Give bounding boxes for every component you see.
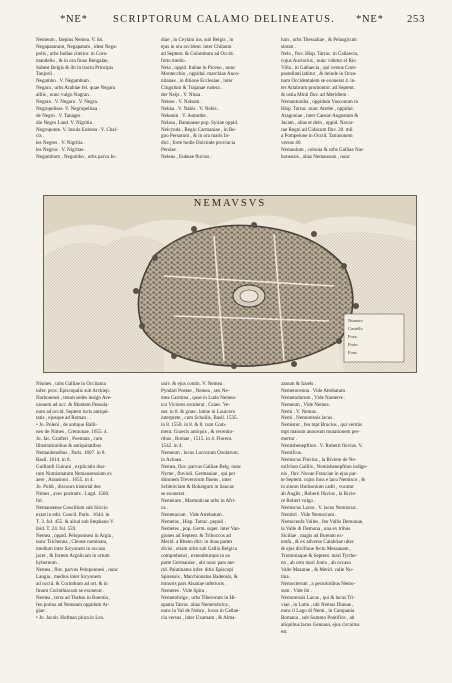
text-line: Nekenin . V. Asmuthe . (161, 112, 209, 119)
text-line: Nemaulum , colonia & urbs Galliae Nar- (281, 147, 365, 154)
text-line: Negambo . V. Negambum . (36, 78, 92, 85)
column-bottom-right (281, 381, 407, 656)
text-line: Nemeum , locus Locrorum Ozolarum, (161, 449, 239, 456)
text-line: ribus , Romae , 1515. in 4. Florent. (161, 436, 233, 443)
text-line: Neisse . V. Nalsam . (161, 99, 202, 106)
text-line: parte Germaniae , ubi nunc pars me- (161, 560, 236, 567)
page-number: 253 (407, 14, 426, 25)
text-line: Romana , sub Summo Pontifice , ab (281, 615, 355, 622)
text-line: neo de Nimes , Cremonae, 1655. 4. (36, 429, 108, 436)
text-line: bonensis , alias Nemausum , nunc (281, 154, 351, 161)
text-line: in sinum Hudsonium cadit , vocatur (281, 484, 355, 491)
text-line: Guillardi Guirani , explicatio duo- (36, 463, 106, 470)
text-line: nitanae , in ditione Ecclesiae , inter (161, 78, 233, 85)
text-line: ditionem Treverorum fluens , inter (161, 477, 232, 484)
text-line: de Negro . V. Tanager . (36, 112, 83, 119)
text-line: Nemetocenna . Vide Atrebatum . (281, 387, 348, 394)
text-line: jacet , & fortem Argolicam in ortum (36, 553, 110, 560)
text-line: der Neijs . V. Nissa . (161, 92, 203, 99)
column-bottom-left (36, 381, 154, 656)
text-line: die Negro Land. V. Nigritia . (36, 119, 95, 126)
text-line: mea Carmina , quae in Ludo Nemea- (161, 394, 237, 401)
text-line: ca . (161, 505, 169, 512)
header-right-mark: *NE* (356, 14, 384, 25)
text-line: mpt manum annorum mutationem per- (281, 429, 360, 436)
text-line: Negumbum , Negombo , urbs parva In- (36, 154, 117, 161)
text-line: • Jo. Jacob. Hofman plura in Lex. (36, 615, 105, 622)
text-line: Nelcynda , Regio Carmaniae , in Re- (161, 126, 237, 133)
text-line: est (281, 629, 287, 636)
text-line: medium inter Sicyonem in occasu (36, 546, 106, 553)
text-line: Basil. 1614. in 8. (36, 456, 71, 463)
text-line: Villa , in Gallaecia , qui versus Com- (281, 64, 357, 71)
text-line: Trominiaque & Septent. mari Tyrrhe- (281, 553, 358, 560)
text-line: nunc il Lago di Nemi , in Campania (281, 608, 355, 615)
text-line: Merid. a Rheno dict. in duas partes (161, 539, 233, 546)
text-line: les Negres . V. Nigritia . (36, 140, 86, 147)
text-line: Hisp. Tarrac. nunc Atrebe , oppidul. (281, 105, 354, 112)
text-line: infer. prov. Episcopalis sub Archiep. (36, 387, 110, 394)
text-line: & ostia Minii fluv. ad Meridiem . (281, 92, 349, 99)
map-legend-entry-4: Porte (348, 342, 358, 347)
text-line: Nemetacum . Vide Atrebatum . (161, 511, 225, 518)
text-line: Nemiscus Lacus . V. lacus Nemiscus . (281, 505, 359, 512)
map-legend-entry-1: Numero (348, 318, 363, 323)
text-line: Nemiscus Fluvius , la Riviere de Ne- (281, 456, 357, 463)
text-line: Valle Mazarae , & Merid. valle No- (281, 567, 354, 574)
column-top-left (36, 37, 154, 195)
text-line: Nemea , oppid. Peloponnesi in Argia , (36, 532, 114, 539)
text-line: comprehensi , extenditurque in ea (161, 553, 230, 560)
text-line: zanum & Izuels . (281, 381, 316, 387)
map-legend-entry-5: Fons (348, 350, 357, 355)
text-line: rae Regni ad Cidacum fluv. 20. mil. (281, 126, 354, 133)
text-line: Siciliae , magis ad Boream ex- (281, 532, 344, 539)
text-line: Nemetes , pop. Germ. super. inter Van- (161, 525, 241, 532)
text-line: Langia , medius inter Sicyonem (36, 573, 101, 580)
text-line: a Pompelone in Occid. Tarrasonem (281, 133, 353, 140)
text-line: aere , Arausioni . 1655. in 4. (36, 477, 94, 484)
text-line: mandelio , & in ora finus Bengalae, (36, 57, 109, 64)
text-line: Nemetas , Hisp. Tarrac. populi . (161, 518, 226, 525)
text-line: Nemitri . Vide Nemocium . (281, 511, 337, 518)
text-line: Nemaulensibus , Paris. 1607. in 8. (36, 449, 106, 456)
text-line: Nemishenepftion . V. Roberti fluvius. V. (281, 443, 363, 450)
map-title: NEMAVSVS (193, 198, 267, 209)
column-top-right (281, 37, 407, 195)
text-line: • Jo. Poleni , de antiquo Balli- (36, 422, 98, 429)
text-line: postellam labitur , & deinde in Ocea- (281, 71, 357, 78)
city-map-engraving (43, 195, 417, 373)
text-line: Nemeum , Vide Nemea . (281, 401, 332, 408)
text-line: ment. Graecis antiquis , & recentio- (161, 429, 234, 436)
text-line: Nelasa , Batanaeae pop. Syriae oppid. (161, 119, 239, 126)
text-line: Nemantuniba , oppidum Vasconum in (281, 99, 359, 106)
text-line: Neleus , Eubeae fluvius . (161, 154, 212, 161)
text-line: mifchon Galliis , Nemishenepftion indige- (281, 463, 368, 470)
map-legend-entry-3: Pozz. (348, 334, 358, 339)
text-line: Aragoniae , inter Caesar-Augustam & (281, 112, 359, 119)
text-line: Jacam , alias et dein , oppid. Navar- (281, 119, 354, 126)
text-line: diae , in Ceylani ins. sub Belgis , in (161, 37, 234, 43)
text-line: Neia , oppid. Italiae in Piceno , nunc (161, 64, 236, 71)
text-line: tina . (281, 573, 292, 580)
text-line: nionem ad occ. & Montem Pessula- (36, 401, 109, 408)
text-line: sum . Vide ibi . (281, 587, 313, 594)
map-legend-entry-2: Castello (348, 326, 363, 331)
text-line: Illustrationibus & antiquitatibus (36, 443, 102, 450)
text-line: Nemistor , feu mpt Brucius , qui vermis (281, 422, 363, 429)
text-line: Nemocterum , a pectolotibus Nemo- (281, 580, 356, 587)
text-line: ab Anglis , Roberti fluvius , la Rivie- (281, 491, 357, 498)
text-line: cis . (36, 133, 45, 140)
text-line: Nimes , avec portraits . Lugd. 1560. (36, 491, 110, 498)
text-line: re Robert vulgo . (281, 498, 316, 505)
text-line: 1542. in 4. (161, 443, 183, 450)
text-line: nunc la Val de Nobra , locus in Callae- (161, 608, 240, 615)
text-line: extat in edit. Concil. Paris . 1644. in (36, 511, 110, 518)
text-line: tatis , ejusque ad Roman . . (36, 415, 92, 422)
text-line: giae . (36, 608, 48, 615)
text-line: univ. & ejus contin. V. Nemea . (161, 381, 225, 387)
text-line: Negara , urbs Arabiae fel. quae Negara (36, 85, 116, 92)
text-line: alliis , nunc vulgo Nagran . (36, 92, 92, 99)
text-line: Cingulum & Trajanae rudera . (161, 85, 223, 92)
text-line: Nyme , fluvioli. Germaniae , qui per (161, 470, 236, 477)
text-line: Nemeum , faepius Nemea. V. ibi. (36, 37, 104, 43)
text-line: & ejus divifione fecto Messanam , (281, 546, 352, 553)
text-line: la Valle di Demona , una ex tribus (281, 525, 351, 532)
text-line: T. 3. fol. 455. & aliud sub Stephano V. (36, 518, 115, 525)
text-line: Nemea, fluv. parvus Galliae Belg. nunc (161, 463, 242, 470)
text-line: Negran . V. Negara . V. Negra. (36, 99, 99, 106)
text-line: Nemorensis Lacus , qui & lacus Tri- (281, 594, 355, 601)
header-left-mark: *NE* (60, 14, 88, 25)
text-line: viae , in Latio , ubi Nemus Dianae , (281, 601, 354, 608)
text-line: net. in 8. & graec. latine in Louicero (161, 408, 236, 415)
text-line: Subest Belgis & ibi in tractu Principis (36, 64, 114, 71)
text-line: Persiae . (161, 147, 179, 154)
text-line: minoris pars Alsatiae inferioris . (161, 580, 227, 587)
text-line: Nemeium , Marmaticae urbs in Afri- (161, 498, 236, 505)
text-line: hybernum . (36, 560, 60, 567)
text-line: Montecchio , oppidul. marchiae Anco- (161, 71, 240, 78)
text-line: Tanjorii . (36, 71, 55, 78)
column-top-middle (161, 37, 273, 195)
text-line: freto medio . (161, 57, 188, 64)
text-line: Narbonensi , tenuit sedes insign Ave- (36, 394, 112, 401)
text-line: dici , forte hodie Dolcinde provincia (161, 140, 236, 147)
text-line: polis , urbs Indiae citerior. in Coro- (36, 50, 108, 57)
text-line: Negroponte. V. Insula Euboea . V. Chal- (36, 126, 118, 133)
text-line: in 8. 1558. in 8. & 8. cum Com- (161, 422, 227, 429)
text-line: te Septent. cujus fons e lacu Nemisco , & (281, 477, 366, 484)
text-line: Pyndari Poetae , Nemea , seu Ne- (161, 387, 230, 394)
text-line: Nemifcus. (281, 449, 303, 456)
text-line: ibid. T. 24. fol. 559. (36, 525, 77, 532)
text-line: ter Artabrum promontor. ad Septent. (281, 85, 355, 92)
text-line: cujus Auctorius , nunc videtur el Rio (281, 57, 356, 64)
text-line: ico Victores extulerat , Graec. Ve- (161, 401, 230, 408)
text-line: Negropelisse. V. Negropelissa . (36, 105, 100, 112)
text-line: finum Corinthiacum se exonerat . (36, 587, 105, 594)
text-line: Nemetes . Vide Spira . (161, 587, 207, 594)
text-line: tenfa , & ex adverso Calabriae ulter. (281, 539, 355, 546)
text-line: sinum . (281, 43, 297, 50)
column-bottom-middle (161, 381, 273, 656)
map-illustration (44, 196, 416, 372)
text-line: fol. (36, 498, 43, 505)
text-line: ejus in ora occident. inter Chilaum (161, 43, 232, 50)
text-line: Nemetobriga , urbs Tiberorum in Hi- (161, 594, 237, 601)
text-line: feu potius ad Nemeam oppidum Ar- (36, 601, 110, 608)
text-line: aliquibus lacus Gennaui, ejus circuitus (281, 622, 360, 629)
text-line: Jo. Poldi , discours historial des (36, 484, 101, 491)
text-line: Nekka . V. Nabis . V. Nebis . (161, 105, 220, 112)
text-line: nis , fluv. Novae Franciae in ejus par- (281, 470, 358, 477)
text-line: Nemi , Nemorensis lacus . (281, 415, 335, 422)
text-line: rum Numismatum Nemausensium ex (36, 470, 112, 477)
text-line: gno Persarum , & in ora maris In- (161, 133, 230, 140)
text-line: Spirensis , Marchionatus Badensis, & (161, 573, 238, 580)
text-line: mertur . (281, 436, 298, 443)
text-line: Nemausense Concilium sub Siricio (36, 505, 108, 512)
text-line: Nismes , urbs Galliae in Occitania (36, 381, 106, 387)
running-header (0, 10, 452, 30)
text-line: Nelo , fluv. Hisp. Tarrac. in Callaecia, (281, 50, 359, 57)
text-line: ad Septent. & Columbum ad Occid. (161, 50, 234, 57)
text-line: Schleirciam & Bohatgum in Saucas (161, 484, 234, 491)
text-line: nunc Trichenna , Cleone nominata, (36, 539, 108, 546)
text-line: Negapatanum, Negapatam , idest Nega- (36, 43, 118, 50)
text-line: rid. Palatinatus infer. ditio Episcopi (161, 567, 234, 574)
text-line: les Negros . V. Nigritae . (36, 147, 87, 154)
text-line: lum , urbs Thessaliae , & Pelasgicum (281, 37, 357, 43)
text-line: ad occid. & Corinthum ad ort. & in (36, 580, 108, 587)
text-line: spania Tarrac. alias Nemetobrica , (161, 601, 231, 608)
header-title: SCRIPTORUM CALAMO DELINEATUS. (113, 14, 336, 25)
text-line: giones ad Septent. & Triboccos ad (161, 532, 231, 539)
text-line: cia versus , inter Uxamam , & Alma- (161, 615, 237, 622)
text-line: num ad occid. Septem locis antiqui- (36, 408, 110, 415)
text-line: Nemea , terra ad Thebas in Boeotia , (36, 594, 111, 601)
text-line: Jo. Jac. Graiferi , Poemata , cum (36, 436, 103, 443)
text-line: divisi , etiam olim sub Gallia Belgica (161, 546, 237, 553)
text-line: num Occidentalem se exonerat 4. in- (281, 78, 356, 85)
text-line: Nemi . V. Nemus . (281, 408, 319, 415)
text-line: Nemocenfa Valles , feu Vallis Demonae, (281, 518, 364, 525)
text-line: interprete , cum Scholiis, Basil. 1535. (161, 415, 238, 422)
text-line: versus 40. (281, 140, 302, 147)
text-line: in Achaea . (161, 456, 184, 463)
text-line: Nemea , fluv. parvus Peloponnesi , nunc (36, 567, 119, 574)
text-line: se exonerat . (161, 491, 187, 498)
text-line: Nemetodurum , Vide Nanterre . (281, 394, 346, 401)
text-line: no , ab ortu mari Jonio , ab occasu (281, 560, 351, 567)
